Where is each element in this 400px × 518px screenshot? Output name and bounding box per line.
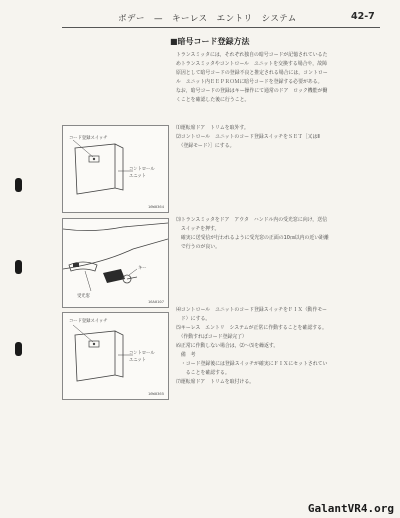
figure-label: コントロール [129, 351, 155, 356]
binder-hole [15, 342, 22, 356]
figure-label: ユニット [129, 174, 147, 179]
steps-group-1 [176, 124, 382, 151]
step-line: （作動すればコード登録完了） [176, 334, 247, 340]
step-line: ⑸キーレス エントリ システムが正常に作動することを確認する。 [176, 325, 327, 331]
step-line: スイッチを押す。 [176, 226, 220, 232]
intro-line: めトランスミッタやコントロール ユニットを交換する場合や，故障 [176, 61, 327, 67]
site-watermark: GalantVR4.org [307, 502, 394, 515]
step-line: ⑵コントロール ユニットのコード登録スイッチをＳＥＴ［又はⅡ [176, 134, 320, 140]
step-line: 確実に送受信が行われるように受光窓の正面の10㎝以内の近い距離 [176, 235, 329, 241]
intro-line: ル ユニット内ＥＥＰＲＯＭに暗号コードを登録する必要がある。 [176, 79, 323, 85]
figure-control-unit-1 [62, 125, 169, 213]
step-line: ⑷コントロール ユニットのコード登録スイッチをＦＩＸ（動作モー [176, 307, 327, 313]
figure-id: 16W0365 [147, 391, 164, 396]
steps-group-2 [176, 216, 382, 252]
step-line: ・コード登録後には登録スイッチが確実にＦＩＸにセットされてい [176, 361, 328, 367]
section-title: ■暗号コード登録方法 [170, 37, 250, 46]
step-line: ド）にする。 [176, 316, 211, 322]
page-number: 42-7 [351, 11, 375, 22]
figure-door-handle [62, 218, 169, 308]
intro-line: トランスミッタには，それぞれ独自の暗号コードが記憶されているた [176, 52, 328, 58]
step-line: ⑴運転席ドア トリムを取外す。 [176, 125, 249, 131]
intro-line: くことを確認した後に行うこと。 [176, 97, 250, 103]
figure-label: ユニット [129, 358, 147, 363]
figure-label: コード登録スイッチ [69, 319, 108, 324]
step-line: で行うのが良い。 [176, 244, 221, 250]
step-line: 備 考 [176, 352, 196, 358]
figure-control-unit-2 [62, 312, 169, 400]
figure-id: 16A0107 [147, 299, 164, 304]
intro-line: 原因として暗号コードの登録不良と推定される場合には，コントロー [176, 70, 328, 76]
intro-line: なお，暗号コードの登録はキー操作にて通常のドア ロック機能が働 [176, 88, 328, 94]
binder-hole [15, 260, 22, 274]
control-unit-illustration [63, 313, 168, 399]
step-line: ることを確認する。 [176, 370, 230, 376]
steps-group-3 [176, 306, 382, 387]
header-rule [62, 27, 380, 28]
figure-label: 受光窓 [77, 294, 90, 299]
figure-label: コントロール [129, 167, 155, 172]
figure-label: コード登録スイッチ [69, 136, 108, 141]
intro-paragraph [176, 51, 382, 105]
binder-hole [15, 178, 22, 192]
figure-id: 16W0364 [147, 204, 164, 209]
figure-label: キー [138, 266, 147, 271]
step-line: ⑹正常に作動しない場合は，⑵～⑸を繰返す。 [176, 343, 279, 349]
step-line: （登録モード）］にする。 [176, 143, 235, 149]
step-line: ⑺運転席ドア トリムを取付ける。 [176, 379, 255, 385]
step-line: ⑶トランスミッタをドア アウタ ハンドル内の受光窓に向け，送信 [176, 217, 327, 223]
header-title: ボデー — キーレス エントリ システム [118, 14, 297, 24]
